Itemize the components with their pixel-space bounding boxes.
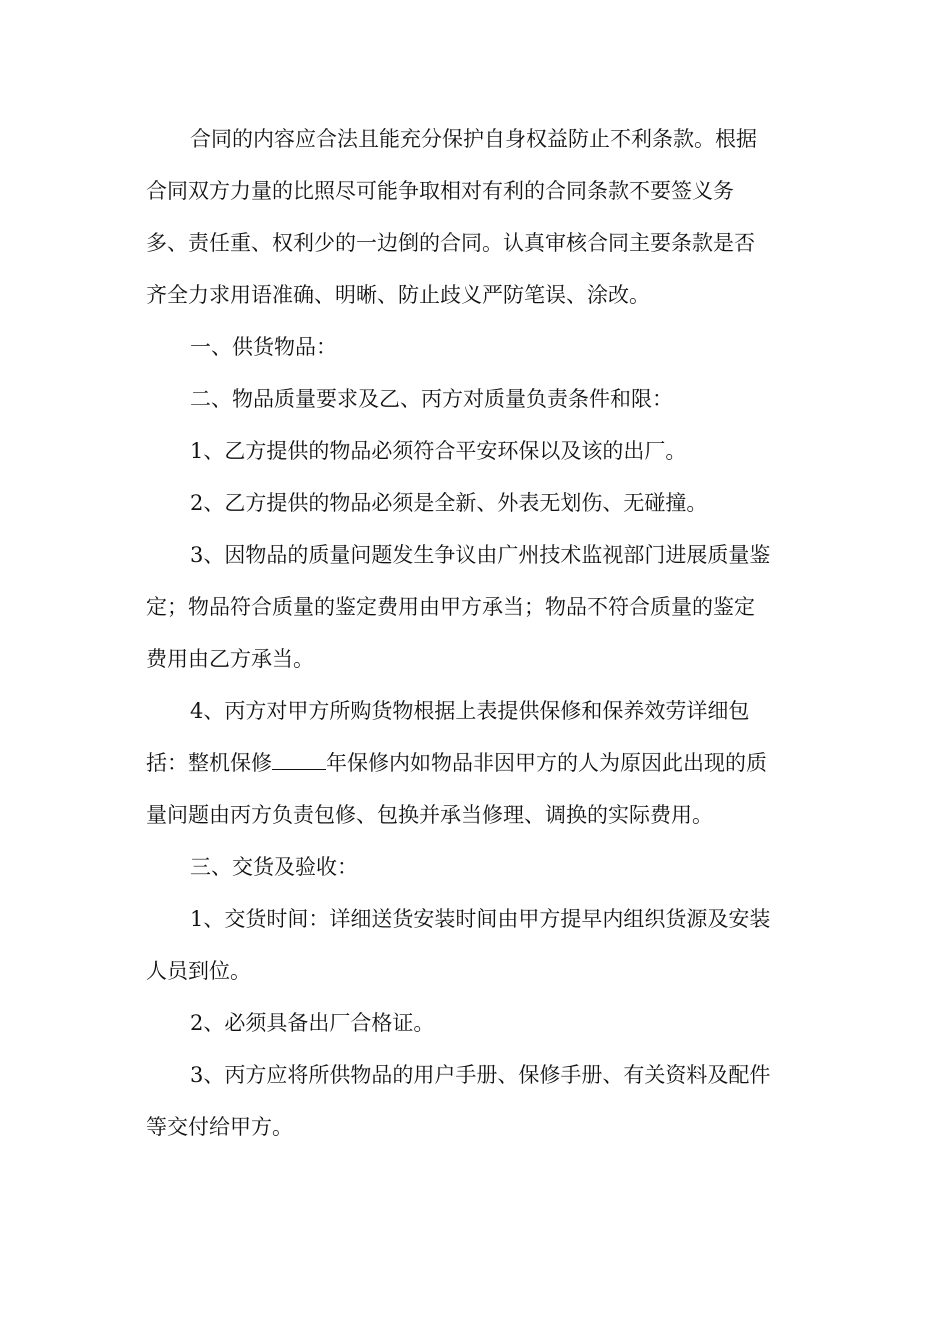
text-line: 合同的内容应合法且能充分保护自身权益防止不利条款。根据 bbox=[190, 127, 757, 151]
text-segment: 括：整机保修 bbox=[146, 751, 272, 775]
quality-item-3 bbox=[146, 529, 806, 685]
section-heading-supply-items bbox=[146, 321, 806, 373]
delivery-item-2 bbox=[146, 997, 806, 1049]
text-line: 1、乙方提供的物品必须符合平安环保以及该的出厂。 bbox=[190, 439, 687, 463]
text-line: 3、丙方应将所供物品的用户手册、保修手册、有关资料及配件 bbox=[190, 1063, 771, 1087]
text-line: 4、丙方对甲方所购货物根据上表提供保修和保养效劳详细包 bbox=[190, 699, 750, 723]
delivery-item-1 bbox=[146, 893, 806, 997]
text-line: 1、交货时间：详细送货安装时间由甲方提早内组织货源及安装 bbox=[190, 907, 771, 931]
document-body bbox=[146, 113, 806, 1153]
section-heading-quality bbox=[146, 373, 806, 425]
text-line: 定；物品符合质量的鉴定费用由甲方承当；物品不符合质量的鉴定 bbox=[146, 595, 755, 619]
text-line: 多、责任重、权利少的一边倒的合同。认真审核合同主要条款是否 bbox=[146, 231, 755, 255]
text-segment: 年保修内如物品非因甲方的人为原因此出现的质 bbox=[326, 751, 767, 775]
text-line: 人员到位。 bbox=[146, 959, 251, 983]
text-line: 3、因物品的质量问题发生争议由广州技术监视部门进展质量鉴 bbox=[190, 543, 771, 567]
quality-item-1 bbox=[146, 425, 806, 477]
text-line: 量问题由丙方负责包修、包换并承当修理、调换的实际费用。 bbox=[146, 803, 713, 827]
quality-item-4 bbox=[146, 685, 806, 841]
section-heading-delivery bbox=[146, 841, 806, 893]
text-line: 二、物品质量要求及乙、丙方对质量负责条件和限： bbox=[190, 387, 673, 411]
text-line-with-blank bbox=[146, 737, 806, 789]
text-line: 2、必须具备出厂合格证。 bbox=[190, 1011, 435, 1035]
text-line: 一、供货物品： bbox=[190, 335, 337, 359]
text-line: 费用由乙方承当。 bbox=[146, 647, 314, 671]
quality-item-2 bbox=[146, 477, 806, 529]
text-line: 齐全力求用语准确、明晰、防止歧义严防笔误、涂改。 bbox=[146, 283, 650, 307]
text-line: 合同双方力量的比照尽可能争取相对有利的合同条款不要签义务 bbox=[146, 179, 734, 203]
intro-paragraph bbox=[146, 113, 806, 321]
text-line: 三、交货及验收： bbox=[190, 855, 358, 879]
text-line: 2、乙方提供的物品必须是全新、外表无划伤、无碰撞。 bbox=[190, 491, 708, 515]
fill-in-blank bbox=[272, 751, 326, 770]
text-line: 等交付给甲方。 bbox=[146, 1115, 293, 1139]
delivery-item-3 bbox=[146, 1049, 806, 1153]
